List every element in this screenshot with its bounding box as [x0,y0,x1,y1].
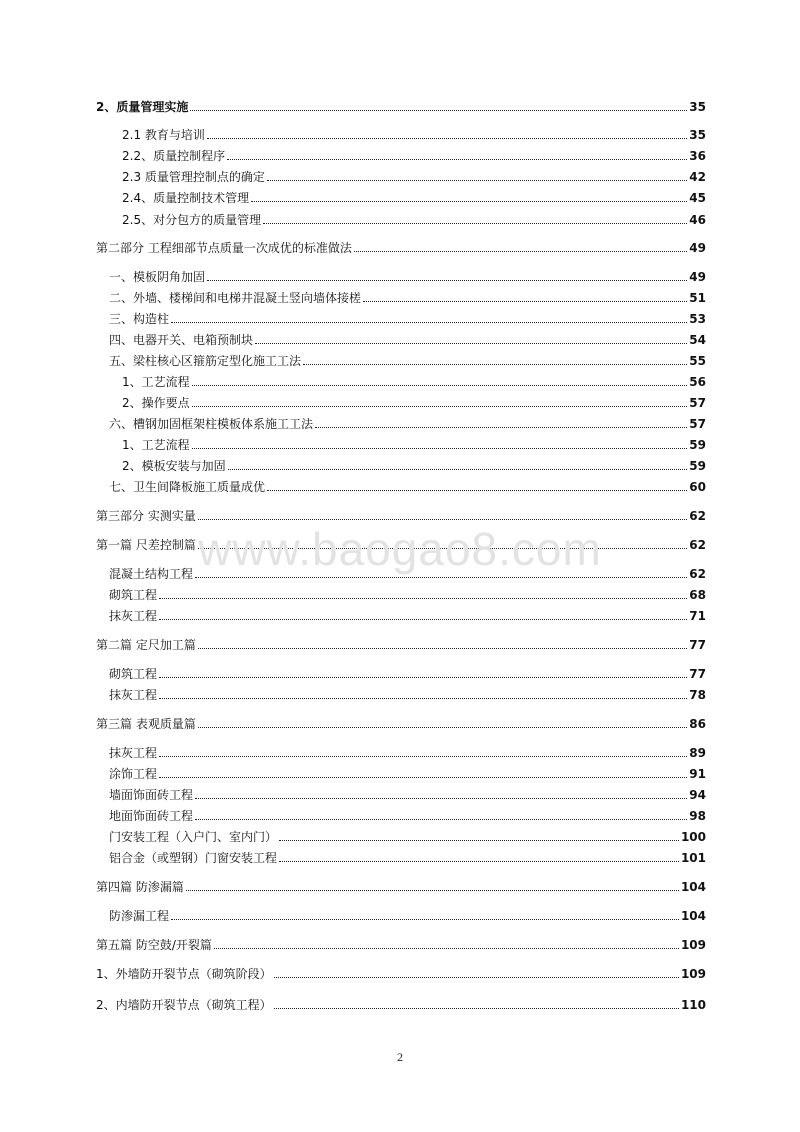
toc-dot-leader [198,519,687,520]
toc-dot-leader [207,280,687,281]
toc-entry[interactable] [122,126,706,142]
toc-entry-page-number: 89 [689,746,706,760]
toc-entry-page-number: 49 [689,270,706,284]
toc-entry-page-number: 55 [689,354,706,368]
toc-entry-page-number: 57 [689,396,706,410]
toc-entry-title: 抹灰工程 [109,746,158,760]
toc-entry-page-number: 62 [689,538,706,552]
toc-dot-leader [255,343,687,344]
toc-entry[interactable] [96,98,706,114]
toc-dot-leader [363,301,687,302]
toc-entry-page-number: 77 [689,667,706,681]
toc-entry-title: 第一篇 尺差控制篇 [96,538,196,552]
toc-entry[interactable] [122,147,706,163]
toc-entry[interactable] [109,352,706,368]
toc-entry-title: 六、槽钢加固框架柱模板体系施工工法 [109,417,314,431]
toc-dot-leader [195,819,687,820]
toc-entry[interactable] [109,786,706,802]
watermark: www.baogao8.com [198,523,602,575]
toc-entry-title: 2、内墙防开裂节点（砌筑工程） [96,998,272,1012]
toc-dot-leader [159,598,687,599]
toc-entry-title: 2、模板安装与加固 [122,459,226,473]
toc-entry[interactable] [109,744,706,760]
toc-dot-leader [207,138,687,139]
toc-entry-page-number: 56 [689,375,706,389]
toc-dot-leader [171,919,679,920]
toc-entry[interactable] [109,565,706,581]
toc-dot-leader [267,490,687,491]
toc-entry-page-number: 71 [689,609,706,623]
toc-entry[interactable] [122,373,706,389]
toc-entry-title: 2.5、对分包方的质量管理 [122,213,262,227]
toc-entry-page-number: 45 [689,191,706,205]
toc-entry[interactable] [122,168,706,184]
toc-entry[interactable] [122,457,706,473]
toc-entry[interactable] [96,239,706,255]
toc-entry-page-number: 36 [689,149,706,163]
toc-dot-leader [159,619,687,620]
toc-entry-title: 三、构造柱 [109,312,170,326]
toc-entry[interactable] [122,394,706,410]
toc-entry-page-number: 100 [680,830,706,844]
toc-entry[interactable] [96,715,706,731]
toc-entry-title: 一、模板阴角加固 [109,270,206,284]
toc-entry-title: 2.3 质量管理控制点的确定 [122,170,265,184]
toc-entry-title: 2.1 教育与培训 [122,128,205,142]
toc-dot-leader [159,756,687,757]
toc-entry-page-number: 51 [689,291,706,305]
toc-entry-title: 涂饰工程 [109,767,158,781]
toc-entry-page-number: 35 [689,128,706,142]
toc-dot-leader [303,364,687,365]
toc-entry-title: 1、工艺流程 [122,375,190,389]
toc-entry-page-number: 94 [689,788,706,802]
toc-entry-page-number: 53 [689,312,706,326]
toc-entry-title: 抹灰工程 [109,609,158,623]
toc-entry-title: 1、工艺流程 [122,438,190,452]
toc-entry-title: 地面饰面砖工程 [109,809,194,823]
toc-entry[interactable] [109,849,706,865]
toc-entry-title: 第四篇 防渗漏篇 [96,880,184,894]
toc-entry-page-number: 35 [689,100,706,114]
toc-dot-leader [195,798,687,799]
toc-entry-title: 第二篇 定尺加工篇 [96,638,196,652]
toc-entry-title: 砌筑工程 [109,667,158,681]
toc-entry-page-number: 49 [689,241,706,255]
toc-dot-leader [198,648,687,649]
toc-entry[interactable] [109,828,706,844]
toc-entry[interactable] [109,478,706,494]
toc-dot-leader [190,110,687,111]
toc-entry-page-number: 91 [689,767,706,781]
toc-entry-page-number: 77 [689,638,706,652]
toc-entry-title: 第三部分 实测实量 [96,509,196,523]
toc-entry-title: 第三篇 表观质量篇 [96,717,196,731]
toc-entry[interactable] [96,536,706,552]
toc-entry-title: 混凝土结构工程 [109,567,194,581]
toc-dot-leader [192,406,688,407]
toc-entry-page-number: 60 [689,480,706,494]
toc-entry[interactable] [122,189,706,205]
toc-entry-page-number: 101 [680,851,706,865]
toc-dot-leader [274,1008,679,1009]
toc-entry-title: 第五篇 防空鼓/开裂篇 [96,938,212,952]
toc-entry-page-number: 57 [689,417,706,431]
toc-entry-title: 门安装工程（入户门、室内门） [109,830,278,844]
page-number: 2 [397,1050,403,1064]
toc-entry-page-number: 109 [680,967,706,981]
toc-entry-title: 2.2、质量控制程序 [122,149,226,163]
toc-dot-leader [227,159,687,160]
toc-entry[interactable] [109,310,706,326]
toc-dot-leader [186,890,679,891]
toc-entry-page-number: 109 [680,938,706,952]
toc-dot-leader [195,577,687,578]
toc-dot-leader [315,427,687,428]
toc-entry-page-number: 86 [689,717,706,731]
toc-dot-leader [267,180,687,181]
toc-entry-page-number: 104 [680,880,706,894]
toc-dot-leader [263,223,687,224]
toc-entry-title: 抹灰工程 [109,688,158,702]
toc-entry-page-number: 46 [689,213,706,227]
toc-dot-leader [214,948,679,949]
toc-entry[interactable] [96,996,706,1012]
toc-entry-title: 2、质量管理实施 [96,100,189,114]
toc-entry[interactable] [109,607,706,623]
toc-entry-title: 2.4、质量控制技术管理 [122,191,250,205]
toc-entry[interactable] [109,807,706,823]
toc-entry[interactable] [109,907,706,923]
toc-entry[interactable] [109,765,706,781]
toc-dot-leader [251,201,687,202]
toc-entry-page-number: 98 [689,809,706,823]
toc-entry[interactable] [96,507,706,523]
toc-entry-title: 五、梁柱核心区箍筋定型化施工工法 [109,354,302,368]
toc-dot-leader [171,322,687,323]
toc-dot-leader [159,698,687,699]
toc-entry[interactable] [96,936,706,952]
toc-entry-title: 二、外墙、楼梯间和电梯井混凝土竖向墙体接槎 [109,291,362,305]
toc-entry-title: 第二部分 工程细部节点质量一次成优的标准做法 [96,241,352,255]
toc-entry[interactable] [96,636,706,652]
toc-entry-page-number: 104 [680,909,706,923]
toc-entry-title: 四、电器开关、电箱预制块 [109,333,254,347]
toc-entry[interactable] [96,965,706,981]
toc-entry[interactable] [109,415,706,431]
toc-dot-leader [279,840,679,841]
toc-entry[interactable] [109,665,706,681]
toc-entry[interactable] [109,686,706,702]
toc-entry[interactable] [109,289,706,305]
toc-entry[interactable] [122,436,706,452]
toc-dot-leader [159,777,687,778]
toc-entry[interactable] [109,586,706,602]
toc-dot-leader [274,977,679,978]
toc-entry-page-number: 59 [689,459,706,473]
toc-entry[interactable] [109,331,706,347]
toc-dot-leader [159,677,687,678]
toc-dot-leader [354,251,687,252]
toc-entry-page-number: 78 [689,688,706,702]
toc-entry-title: 砌筑工程 [109,588,158,602]
toc-entry-title: 铝合金（或塑钢）门窗安装工程 [109,851,278,865]
toc-dot-leader [192,385,688,386]
toc-entry[interactable] [96,878,706,894]
toc-entry-title: 七、卫生间降板施工质量成优 [109,480,266,494]
toc-entry-title: 1、外墙防开裂节点（砌筑阶段） [96,967,272,981]
toc-dot-leader [192,448,688,449]
toc-dot-leader [279,861,679,862]
toc-entry-page-number: 62 [689,567,706,581]
toc-entry[interactable] [109,268,706,284]
toc-entry-title: 2、操作要点 [122,396,190,410]
toc-entry-page-number: 68 [689,588,706,602]
toc-dot-leader [198,548,687,549]
toc-entry-page-number: 54 [689,333,706,347]
toc-entry-page-number: 42 [689,170,706,184]
toc-entry-page-number: 110 [680,998,706,1012]
toc-entry-title: 墙面饰面砖工程 [109,788,194,802]
toc-entry-title: 防渗漏工程 [109,909,170,923]
toc-entry[interactable] [122,211,706,227]
toc-dot-leader [228,469,688,470]
toc-dot-leader [198,727,687,728]
toc-entry-page-number: 62 [689,509,706,523]
toc-entry-page-number: 59 [689,438,706,452]
